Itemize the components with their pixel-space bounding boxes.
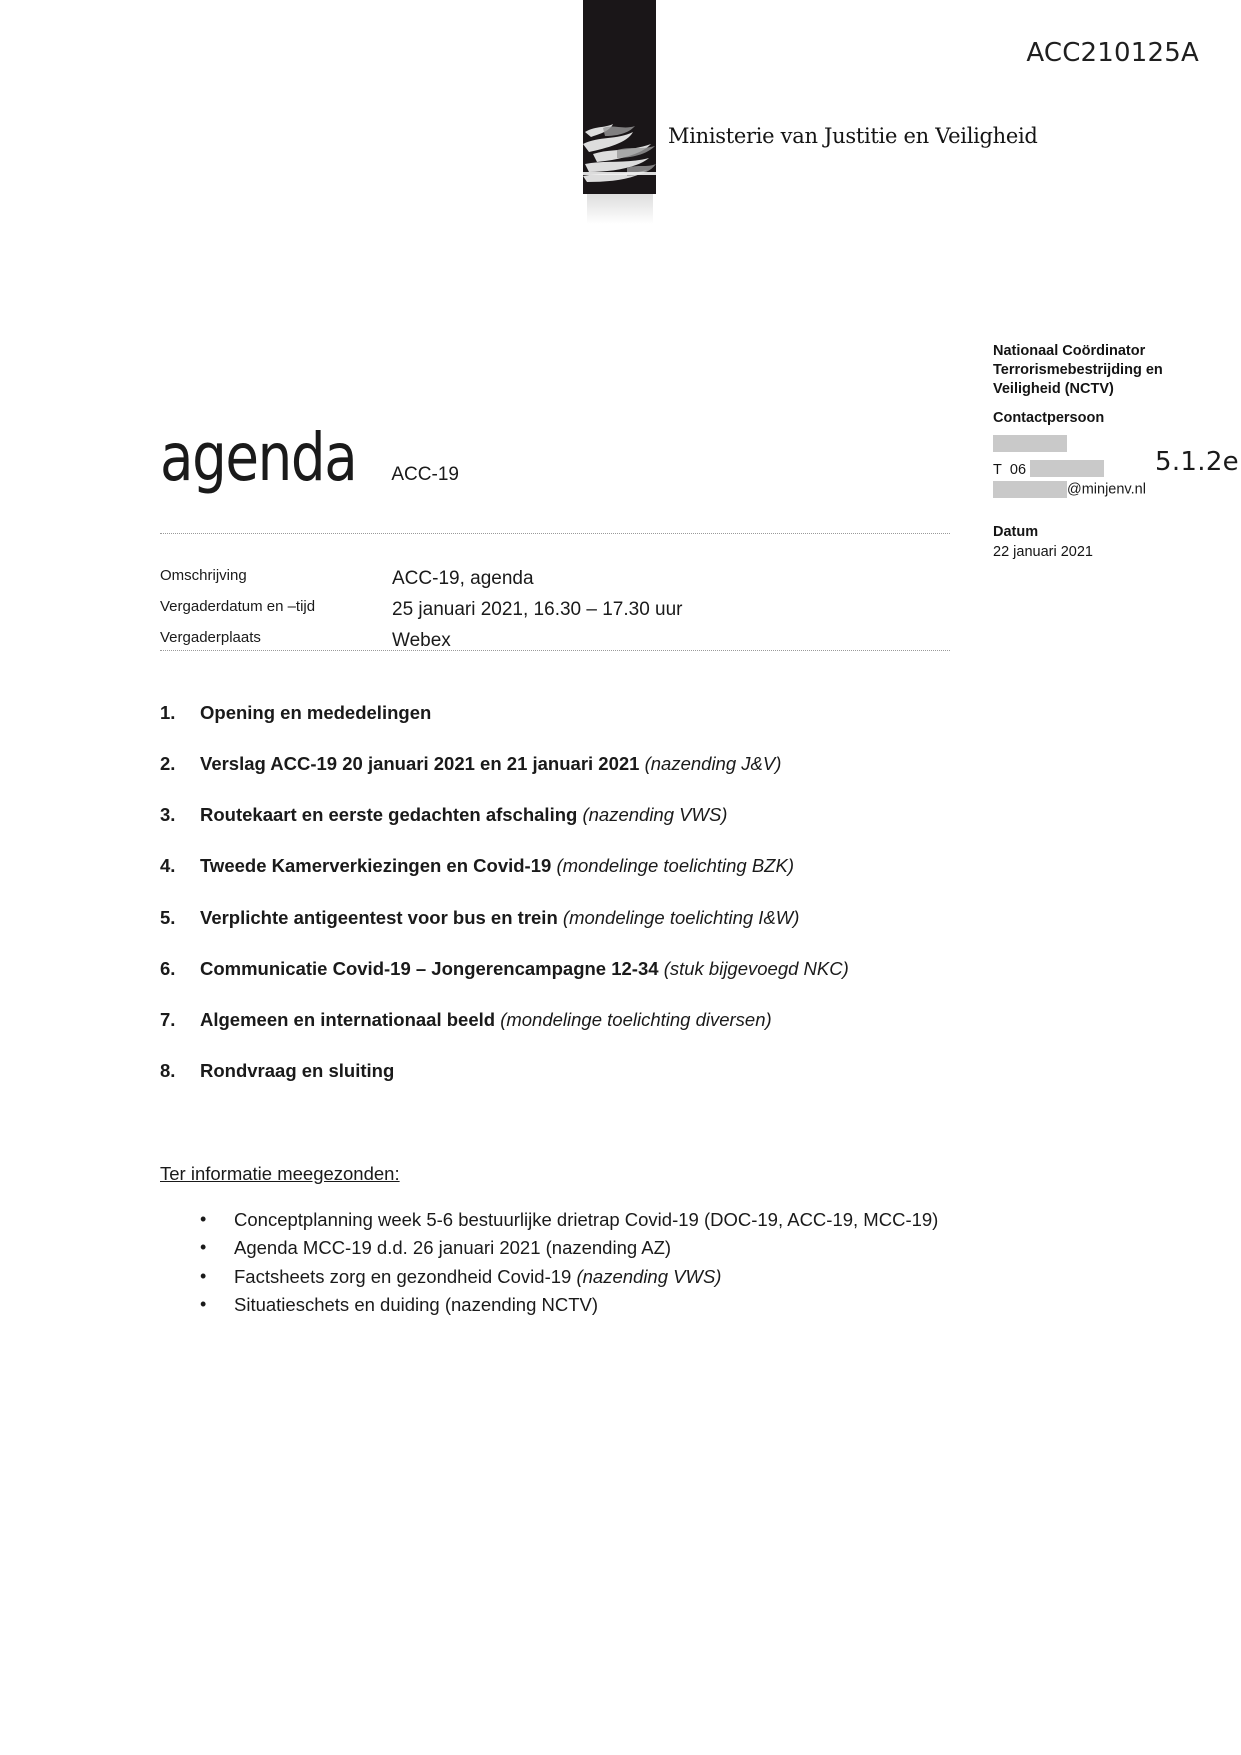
detail-row [160,626,950,657]
email-row [993,481,1233,499]
agenda-item-number: 7. [160,1008,176,1030]
organisation-line-2: Terrorismebestrijding en [993,362,1163,379]
contact-label: Contactpersoon [993,410,1105,427]
attachments-list [192,1207,952,1320]
phone-number: 06 [1009,461,1027,478]
agenda-item-text [200,956,849,981]
list-item [192,1235,952,1261]
dutch-government-ribbon-logo-icon [583,0,656,194]
ribbon-svg [583,110,656,194]
list-item [192,1264,952,1290]
agenda-item-note: (nazending J&V) [644,753,782,775]
agenda-item-note: (nazending VWS) [582,804,728,826]
agenda-item-title: Verplichte antigeentest voor bus en trein [200,906,558,928]
detail-row [160,595,950,626]
phone-prefix: T [993,461,1002,478]
redaction-box-phone [1030,460,1104,477]
agenda-item-text [200,1058,394,1083]
redaction-box-name [993,435,1067,452]
date-value: 22 januari 2021 [993,544,1093,561]
meeting-details-table [160,564,950,656]
agenda-item-title: Algemeen en internationaal beeld [200,1008,496,1030]
ministry-name: Ministerie van Justitie en Veiligheid [668,124,1038,148]
divider-top [160,533,950,534]
agenda-item-number: 6. [160,957,176,979]
attachments-heading: Ter informatie meegezonden: [160,1163,400,1184]
agenda-item-note: (mondelinge toelichting diversen) [500,1008,772,1030]
organisation-block [993,342,1233,399]
bullet-icon: • [200,1237,207,1258]
email-domain: @minjenv.nl [1067,480,1146,497]
list-item-text: Conceptplanning week 5-6 bestuurlijke drietrap Covid-19 (DOC-19, ACC-19, MCC-19) [234,1209,939,1230]
agenda-item-number: 3. [160,804,176,826]
organisation-line-1: Nationaal Coördinator [993,343,1146,359]
redaction-marking: 5.1.2e [1155,447,1239,477]
agenda-item [160,905,960,930]
date-block [993,522,1093,563]
agenda-item-text [200,1007,772,1032]
agenda-item-text [200,905,799,930]
bullet-icon: • [200,1265,207,1286]
title-main: agenda [160,419,357,496]
agenda-item [160,1058,960,1083]
agenda-item-title: Tweede Kamerverkiezingen en Covid-19 [200,855,552,877]
agenda-item-number: 8. [160,1060,176,1082]
agenda-item [160,751,960,776]
agenda-item-text [200,853,794,878]
agenda-item-number: 5. [160,906,176,928]
agenda-item-note: (mondelinge toelichting I&W) [562,906,800,928]
detail-label: Vergaderplaats [160,628,261,646]
agenda-item-title: Rondvraag en sluiting [200,1060,395,1082]
agenda-item [160,700,960,725]
document-id: ACC210125A [1026,38,1199,68]
agenda-item [160,956,960,981]
redaction-box-email [993,481,1067,498]
list-item [192,1292,952,1318]
list-item-note: (nazending VWS) [576,1265,722,1287]
detail-value: ACC-19, agenda [392,568,534,589]
logo-shadow [587,194,653,224]
agenda-item [160,853,960,878]
detail-label: Omschrijving [160,567,247,584]
bullet-icon: • [200,1293,207,1314]
detail-row [160,564,950,595]
date-label: Datum [993,524,1039,540]
agenda-item-title: Communicatie Covid-19 – Jongerencampagne 12-34 [200,957,659,979]
meta-column [993,342,1233,502]
logo-ribbon [583,110,656,194]
title-subtitle: ACC-19 [391,464,459,485]
detail-value: 25 januari 2021, 16.30 – 17.30 uur [392,598,683,620]
detail-value: Webex [392,629,451,651]
agenda-list [160,700,960,1109]
list-item [192,1207,952,1233]
agenda-item-number: 2. [160,753,176,775]
agenda-item-title: Verslag ACC-19 20 januari 2021 en 21 januari 2021 [200,753,640,775]
agenda-item-text [200,802,727,827]
list-item-text: Agenda MCC-19 d.d. 26 januari 2021 (nazending AZ) [234,1237,672,1259]
detail-label: Vergaderdatum en –tijd [160,597,316,615]
organisation-line-3: Veiligheid (NCTV) [993,381,1114,398]
agenda-item [160,802,960,827]
list-item-text: Factsheets zorg en gezondheid Covid-19 [234,1265,577,1287]
page-title [160,419,459,496]
agenda-item-note: (mondelinge toelichting BZK) [556,855,794,877]
agenda-item-number: 4. [160,855,176,877]
agenda-item-number: 1. [160,702,176,723]
agenda-item-text [200,700,431,725]
agenda-item-title: Routekaart en eerste gedachten afschaling [200,804,578,826]
agenda-item-title: Opening en mededelingen [200,702,432,723]
bullet-icon: • [200,1209,207,1229]
agenda-item [160,1007,960,1032]
list-item-text: Situatieschets en duiding (nazending NCTV) [234,1293,599,1315]
agenda-item-text [200,751,781,776]
divider-bottom [160,650,950,651]
agenda-item-note: (stuk bijgevoegd NKC) [663,957,849,979]
